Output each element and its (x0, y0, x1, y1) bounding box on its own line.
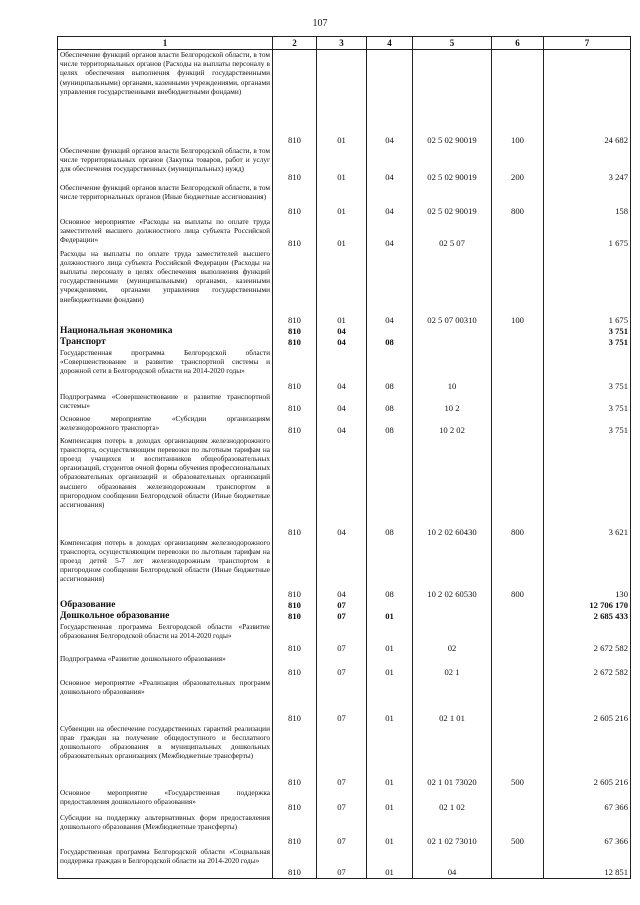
ved-code-cell: 810 (273, 622, 317, 654)
target-article-cell: 02 1 01 (413, 678, 492, 724)
amount-cell: 2 672 582 (544, 622, 631, 654)
row-name-cell: Транспорт (58, 337, 273, 348)
expense-type-cell (492, 337, 544, 348)
table-row (58, 146, 631, 183)
ved-code-cell: 810 (273, 392, 317, 414)
section-code-cell: 04 (317, 436, 367, 538)
amount-cell: 130 (544, 538, 631, 600)
amount-cell: 67 366 (544, 813, 631, 847)
table-row (58, 436, 631, 538)
row-name-cell: Субвенции на обеспечение государственных гарантий реализации прав граждан на получение общедоступного и бесплатного дошкольного образования в муниципальных дошкольных образовательных организациях (Межбюджетные трансферты) (58, 724, 273, 788)
subsection-code-cell: 08 (367, 538, 413, 600)
table-row (58, 392, 631, 414)
row-name-cell: Основное мероприятие «Государственная поддержка предоставления дошкольного образования» (58, 788, 273, 813)
expense-type-cell (492, 217, 544, 249)
table-row (58, 678, 631, 724)
target-article-cell: 02 1 02 (413, 788, 492, 813)
row-name-cell: Подпрограмма «Совершенствование и развитие транспортной системы» (58, 392, 273, 414)
section-code-cell: 07 (317, 788, 367, 813)
row-name-cell: Расходы на выплаты по оплате труда заместителей высшего должностного лица субъекта Российской Федерации (Расходы на выплаты персоналу в целях обеспечения выполнения функций государственными (муниципальными) органами, казенными учреждениями, органами управления государственными внебюджетными фондами) (58, 249, 273, 326)
subsection-code-cell: 04 (367, 183, 413, 217)
ved-code-cell: 810 (273, 217, 317, 249)
expense-type-cell: 100 (492, 50, 544, 146)
expense-type-cell (492, 678, 544, 724)
amount-cell: 3 751 (544, 326, 631, 337)
header-col-2: 2 (273, 37, 317, 50)
ved-code-cell: 810 (273, 813, 317, 847)
header-col-5: 5 (413, 37, 492, 50)
subsection-code-cell: 01 (367, 813, 413, 847)
expense-type-cell (492, 414, 544, 436)
amount-cell: 158 (544, 183, 631, 217)
target-article-cell: 02 5 02 90019 (413, 50, 492, 146)
expense-type-cell (492, 392, 544, 414)
ved-code-cell: 810 (273, 724, 317, 788)
target-article-cell: 04 (413, 847, 492, 879)
target-article-cell (413, 611, 492, 622)
target-article-cell (413, 326, 492, 337)
row-name-cell: Компенсация потерь в доходах организациям железнодорожного транспорта, осуществляющим перевозки по льготным тарифам на проезд учащихся и воспитанников общеобразовательных организаций, студентов очной формы обучения профессиональных образовательных организаций и образовательных организаций высшего образования железнодорожным транспортом в пригородном сообщении Белгородской области (Иные бюджетные ассигнования) (58, 436, 273, 538)
table-row (58, 611, 631, 622)
ved-code-cell: 810 (273, 337, 317, 348)
amount-cell: 12 851 (544, 847, 631, 879)
amount-cell: 3 247 (544, 146, 631, 183)
subsection-code-cell: 01 (367, 724, 413, 788)
table-row (58, 183, 631, 217)
ved-code-cell: 810 (273, 847, 317, 879)
section-code-cell: 04 (317, 326, 367, 337)
table-row (58, 337, 631, 348)
row-name-cell: Дошкольное образование (58, 611, 273, 622)
row-name-cell: Основное мероприятие «Реализация образовательных программ дошкольного образования» (58, 678, 273, 724)
table-row (58, 788, 631, 813)
expense-type-cell (492, 326, 544, 337)
section-code-cell: 07 (317, 724, 367, 788)
subsection-code-cell: 01 (367, 847, 413, 879)
row-name-cell: Обеспечение функций органов власти Белгородской области, в том числе территориальных органов (Закупка товаров, работ и услуг для обеспечения государственных (муниципальных) нужд) (58, 146, 273, 183)
expense-type-cell (492, 788, 544, 813)
table-row (58, 326, 631, 337)
budget-table (57, 36, 631, 879)
table-body (58, 50, 631, 879)
row-name-cell: Основное мероприятие «Расходы на выплаты по оплате труда заместителей высшего должностного лица субъекта Российской Федерации» (58, 217, 273, 249)
ved-code-cell: 810 (273, 326, 317, 337)
expense-type-cell (492, 348, 544, 392)
amount-cell: 2 605 216 (544, 724, 631, 788)
amount-cell: 1 675 (544, 217, 631, 249)
ved-code-cell: 810 (273, 146, 317, 183)
row-name-cell: Субсидии на поддержку альтернативных форм предоставления дошкольного образования (Межбюджетные трансферты) (58, 813, 273, 847)
target-article-cell: 10 2 (413, 392, 492, 414)
section-code-cell: 04 (317, 392, 367, 414)
target-article-cell: 02 1 02 73010 (413, 813, 492, 847)
ved-code-cell: 810 (273, 50, 317, 146)
amount-cell: 3 751 (544, 348, 631, 392)
amount-cell: 24 682 (544, 50, 631, 146)
ved-code-cell: 810 (273, 678, 317, 724)
table-row (58, 50, 631, 146)
header-col-1: 1 (58, 37, 273, 50)
target-article-cell (413, 337, 492, 348)
row-name-cell: Государственная программа Белгородской области «Развитие образования Белгородской области на 2014-2020 годы» (58, 622, 273, 654)
header-col-4: 4 (367, 37, 413, 50)
header-col-7: 7 (544, 37, 631, 50)
target-article-cell: 02 5 02 90019 (413, 183, 492, 217)
expense-type-cell (492, 847, 544, 879)
row-name-cell: Основное мероприятие «Субсидии организациям железнодорожного транспорта» (58, 414, 273, 436)
section-code-cell: 07 (317, 654, 367, 678)
expense-type-cell: 800 (492, 436, 544, 538)
section-code-cell: 07 (317, 611, 367, 622)
amount-cell: 3 751 (544, 337, 631, 348)
section-code-cell: 01 (317, 50, 367, 146)
table-row (58, 414, 631, 436)
subsection-code-cell: 01 (367, 678, 413, 724)
section-code-cell: 07 (317, 622, 367, 654)
target-article-cell: 02 5 02 90019 (413, 146, 492, 183)
subsection-code-cell: 01 (367, 788, 413, 813)
subsection-code-cell: 08 (367, 414, 413, 436)
table-row (58, 249, 631, 326)
section-code-cell: 01 (317, 146, 367, 183)
section-code-cell: 04 (317, 538, 367, 600)
amount-cell: 12 706 170 (544, 600, 631, 611)
expense-type-cell: 200 (492, 146, 544, 183)
subsection-code-cell: 04 (367, 249, 413, 326)
amount-cell: 1 675 (544, 249, 631, 326)
amount-cell: 2 605 216 (544, 678, 631, 724)
row-name-cell: Подпрограмма «Развитие дошкольного образования» (58, 654, 273, 678)
expense-type-cell (492, 600, 544, 611)
subsection-code-cell: 04 (367, 146, 413, 183)
subsection-code-cell: 08 (367, 436, 413, 538)
table-row (58, 622, 631, 654)
subsection-code-cell: 01 (367, 622, 413, 654)
amount-cell: 67 366 (544, 788, 631, 813)
subsection-code-cell (367, 600, 413, 611)
subsection-code-cell: 04 (367, 50, 413, 146)
expense-type-cell: 500 (492, 813, 544, 847)
table-row (58, 724, 631, 788)
ved-code-cell: 810 (273, 611, 317, 622)
amount-cell: 2 672 582 (544, 654, 631, 678)
section-code-cell: 07 (317, 813, 367, 847)
target-article-cell: 02 5 07 (413, 217, 492, 249)
section-code-cell: 07 (317, 847, 367, 879)
section-code-cell: 04 (317, 348, 367, 392)
ved-code-cell: 810 (273, 183, 317, 217)
target-article-cell (413, 600, 492, 611)
page-number: 107 (312, 18, 328, 29)
target-article-cell: 02 1 01 73020 (413, 724, 492, 788)
table-row (58, 600, 631, 611)
row-name-cell: Национальная экономика (58, 326, 273, 337)
subsection-code-cell: 08 (367, 348, 413, 392)
ved-code-cell: 810 (273, 249, 317, 326)
expense-type-cell (492, 622, 544, 654)
expense-type-cell (492, 611, 544, 622)
subsection-code-cell: 08 (367, 337, 413, 348)
amount-cell: 3 751 (544, 392, 631, 414)
table-row (58, 348, 631, 392)
header-col-6: 6 (492, 37, 544, 50)
table-row (58, 538, 631, 600)
section-code-cell: 04 (317, 337, 367, 348)
ved-code-cell: 810 (273, 414, 317, 436)
target-article-cell: 02 5 07 00310 (413, 249, 492, 326)
section-code-cell: 01 (317, 249, 367, 326)
section-code-cell: 07 (317, 600, 367, 611)
row-name-cell: Обеспечение функций органов власти Белгородской области, в том числе территориальных органов (Иные бюджетные ассигнования) (58, 183, 273, 217)
target-article-cell: 02 1 (413, 654, 492, 678)
row-name-cell: Государственная программа Белгородской области «Совершенствование и развитие транспортной системы и дорожной сети в Белгородской области на 2014-2020 годы» (58, 348, 273, 392)
subsection-code-cell: 08 (367, 392, 413, 414)
target-article-cell: 10 2 02 60530 (413, 538, 492, 600)
target-article-cell: 10 (413, 348, 492, 392)
section-code-cell: 07 (317, 678, 367, 724)
subsection-code-cell: 04 (367, 217, 413, 249)
ved-code-cell: 810 (273, 600, 317, 611)
row-name-cell: Компенсация потерь в доходах организациям железнодорожного транспорта, осуществляющим перевозки по льготным тарифам на проезд детей 5-7 лет железнодорожным транспортом в пригородном сообщении Белгородской области (Иные бюджетные ассигнования) (58, 538, 273, 600)
subsection-code-cell: 01 (367, 611, 413, 622)
table-row (58, 847, 631, 879)
header-row (58, 37, 631, 50)
row-name-cell: Государственная программа Белгородской области «Социальная поддержка граждан в Белгородской области на 2014-2020 годы» (58, 847, 273, 879)
expense-type-cell (492, 654, 544, 678)
section-code-cell: 01 (317, 183, 367, 217)
expense-type-cell: 100 (492, 249, 544, 326)
ved-code-cell: 810 (273, 538, 317, 600)
expense-type-cell: 500 (492, 724, 544, 788)
section-code-cell: 04 (317, 414, 367, 436)
ved-code-cell: 810 (273, 654, 317, 678)
section-code-cell: 01 (317, 217, 367, 249)
header-col-3: 3 (317, 37, 367, 50)
target-article-cell: 10 2 02 (413, 414, 492, 436)
target-article-cell: 10 2 02 60430 (413, 436, 492, 538)
amount-cell: 3 751 (544, 414, 631, 436)
expense-type-cell: 800 (492, 538, 544, 600)
target-article-cell: 02 (413, 622, 492, 654)
row-name-cell: Образование (58, 600, 273, 611)
ved-code-cell: 810 (273, 436, 317, 538)
table-row (58, 217, 631, 249)
table-row (58, 813, 631, 847)
ved-code-cell: 810 (273, 788, 317, 813)
subsection-code-cell: 01 (367, 654, 413, 678)
expense-type-cell: 800 (492, 183, 544, 217)
row-name-cell: Обеспечение функций органов власти Белгородской области, в том числе территориальных органов (Расходы на выплаты персоналу в целях обеспечения выполнения функций государственными (муниципальными) органами, казенными учреждениями, органами управления государственными внебюджетными фондами) (58, 50, 273, 146)
table-row (58, 654, 631, 678)
amount-cell: 2 685 433 (544, 611, 631, 622)
ved-code-cell: 810 (273, 348, 317, 392)
amount-cell: 3 621 (544, 436, 631, 538)
subsection-code-cell (367, 326, 413, 337)
